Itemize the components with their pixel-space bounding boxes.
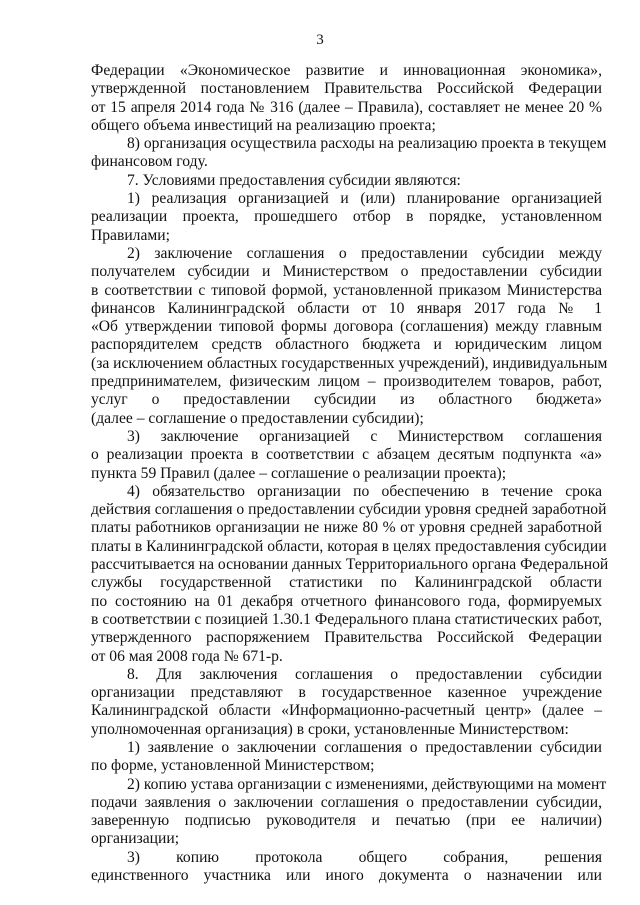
text-line: действия соглашения о предоставлении субсидии уровня средней заработной: [91, 501, 607, 519]
text-line: 2) копию устава организации с изменениями, действующими на момент: [127, 775, 607, 793]
text-line: 7. Условиями предоставления субсидии являются:: [127, 171, 461, 189]
text-line: (за исключением областных государственных учреждений), индивидуальным: [91, 354, 608, 372]
text-line: в соответствии с позицией 1.30.1 Федерального плана статистических работ,: [91, 610, 602, 628]
text-line: 8) организация осуществила расходы на реализацию проекта в текущем: [127, 135, 607, 153]
text-line: 2) заключение соглашения о предоставлении субсидии между: [127, 244, 602, 262]
text-line: 4) обязательство организации по обеспечению в течение срока: [127, 482, 602, 500]
text-line: 3) копию протокола общего собрания, решения: [127, 848, 602, 866]
text-line: получателем субсидии и Министерством о предоставлении субсидии: [91, 263, 602, 281]
text-line: услуг о предоставлении субсидии из областного бюджета»: [91, 391, 602, 409]
text-line: платы в Калининградской области, которая в целях предоставления субсидии: [91, 537, 607, 555]
text-line: 1) реализация организацией и (или) планирование организацией: [127, 190, 602, 208]
text-line: единственного участника или иного документа о назначении или: [91, 867, 602, 885]
text-line: Правилами;: [91, 226, 170, 244]
text-line: от 06 мая 2008 года № 671-р.: [91, 647, 283, 665]
text-line: (далее – соглашение о предоставлении субсидии);: [91, 409, 424, 427]
text-line: общего объема инвестиций на реализацию проекта;: [91, 116, 436, 134]
text-line: утвержденного распоряжением Правительства Российской Федерации: [91, 629, 602, 647]
text-line: 8. Для заключения соглашения о предоставлении субсидии: [127, 665, 602, 683]
text-line: организации представляют в государственное казенное учреждение: [91, 684, 602, 702]
text-line: организации;: [91, 830, 180, 848]
text-line: службы государственной статистики по Калининградской области: [91, 574, 602, 592]
text-line: финансов Калининградской области от 10 января 2017 года № 1: [91, 299, 602, 317]
text-line: в соответствии с типовой формой, установленной приказом Министерства: [91, 281, 602, 299]
text-line: рассчитывается на основании данных Территориального органа Федеральной: [91, 556, 609, 574]
text-line: распорядителем средств областного бюджета и юридическим лицом: [91, 336, 602, 354]
text-line: от 15 апреля 2014 года № 316 (далее – Правила), составляет не менее 20 %: [91, 98, 602, 116]
text-line: 3) заключение организацией с Министерством соглашения: [127, 427, 602, 445]
text-line: по форме, установленной Министерством;: [91, 757, 375, 775]
text-line: по состоянию на 01 декабря отчетного финансового года, формируемых: [91, 592, 602, 610]
text-line: предпринимателем, физическим лицом – производителем товаров, работ,: [91, 373, 602, 391]
text-line: реализации проекта, прошедшего отбор в порядке, установленном: [91, 208, 602, 226]
text-line: финансовом году.: [91, 153, 208, 171]
text-line: 1) заявление о заключении соглашения о предоставлении субсидии: [127, 738, 602, 756]
text-line: Федерации «Экономическое развитие и инновационная экономика»,: [91, 62, 602, 79]
document-body: [91, 62, 609, 885]
text-line: пункта 59 Правил (далее – соглашение о реализации проекта);: [91, 464, 507, 482]
text-line: заверенную подписью руководителя и печатью (при ее наличии): [91, 812, 602, 830]
page-number: 3: [316, 32, 324, 48]
text-line: платы работников организации не ниже 80 % от уровня средней заработной: [91, 519, 602, 537]
text-line: о реализации проекта в соответствии с абзацем десятым подпункта «а»: [91, 446, 602, 464]
text-line: утвержденной постановлением Правительства Российской Федерации: [91, 80, 602, 98]
text-line: «Об утверждении типовой формы договора (соглашения) между главным: [91, 318, 602, 336]
text-line: подачи заявления о заключении соглашения о предоставлении субсидии,: [91, 793, 602, 811]
text-line: Калининградской области «Информационно-расчетный центр» (далее –: [91, 702, 602, 720]
text-line: уполномоченная организация) в сроки, установленные Министерством:: [91, 720, 569, 738]
